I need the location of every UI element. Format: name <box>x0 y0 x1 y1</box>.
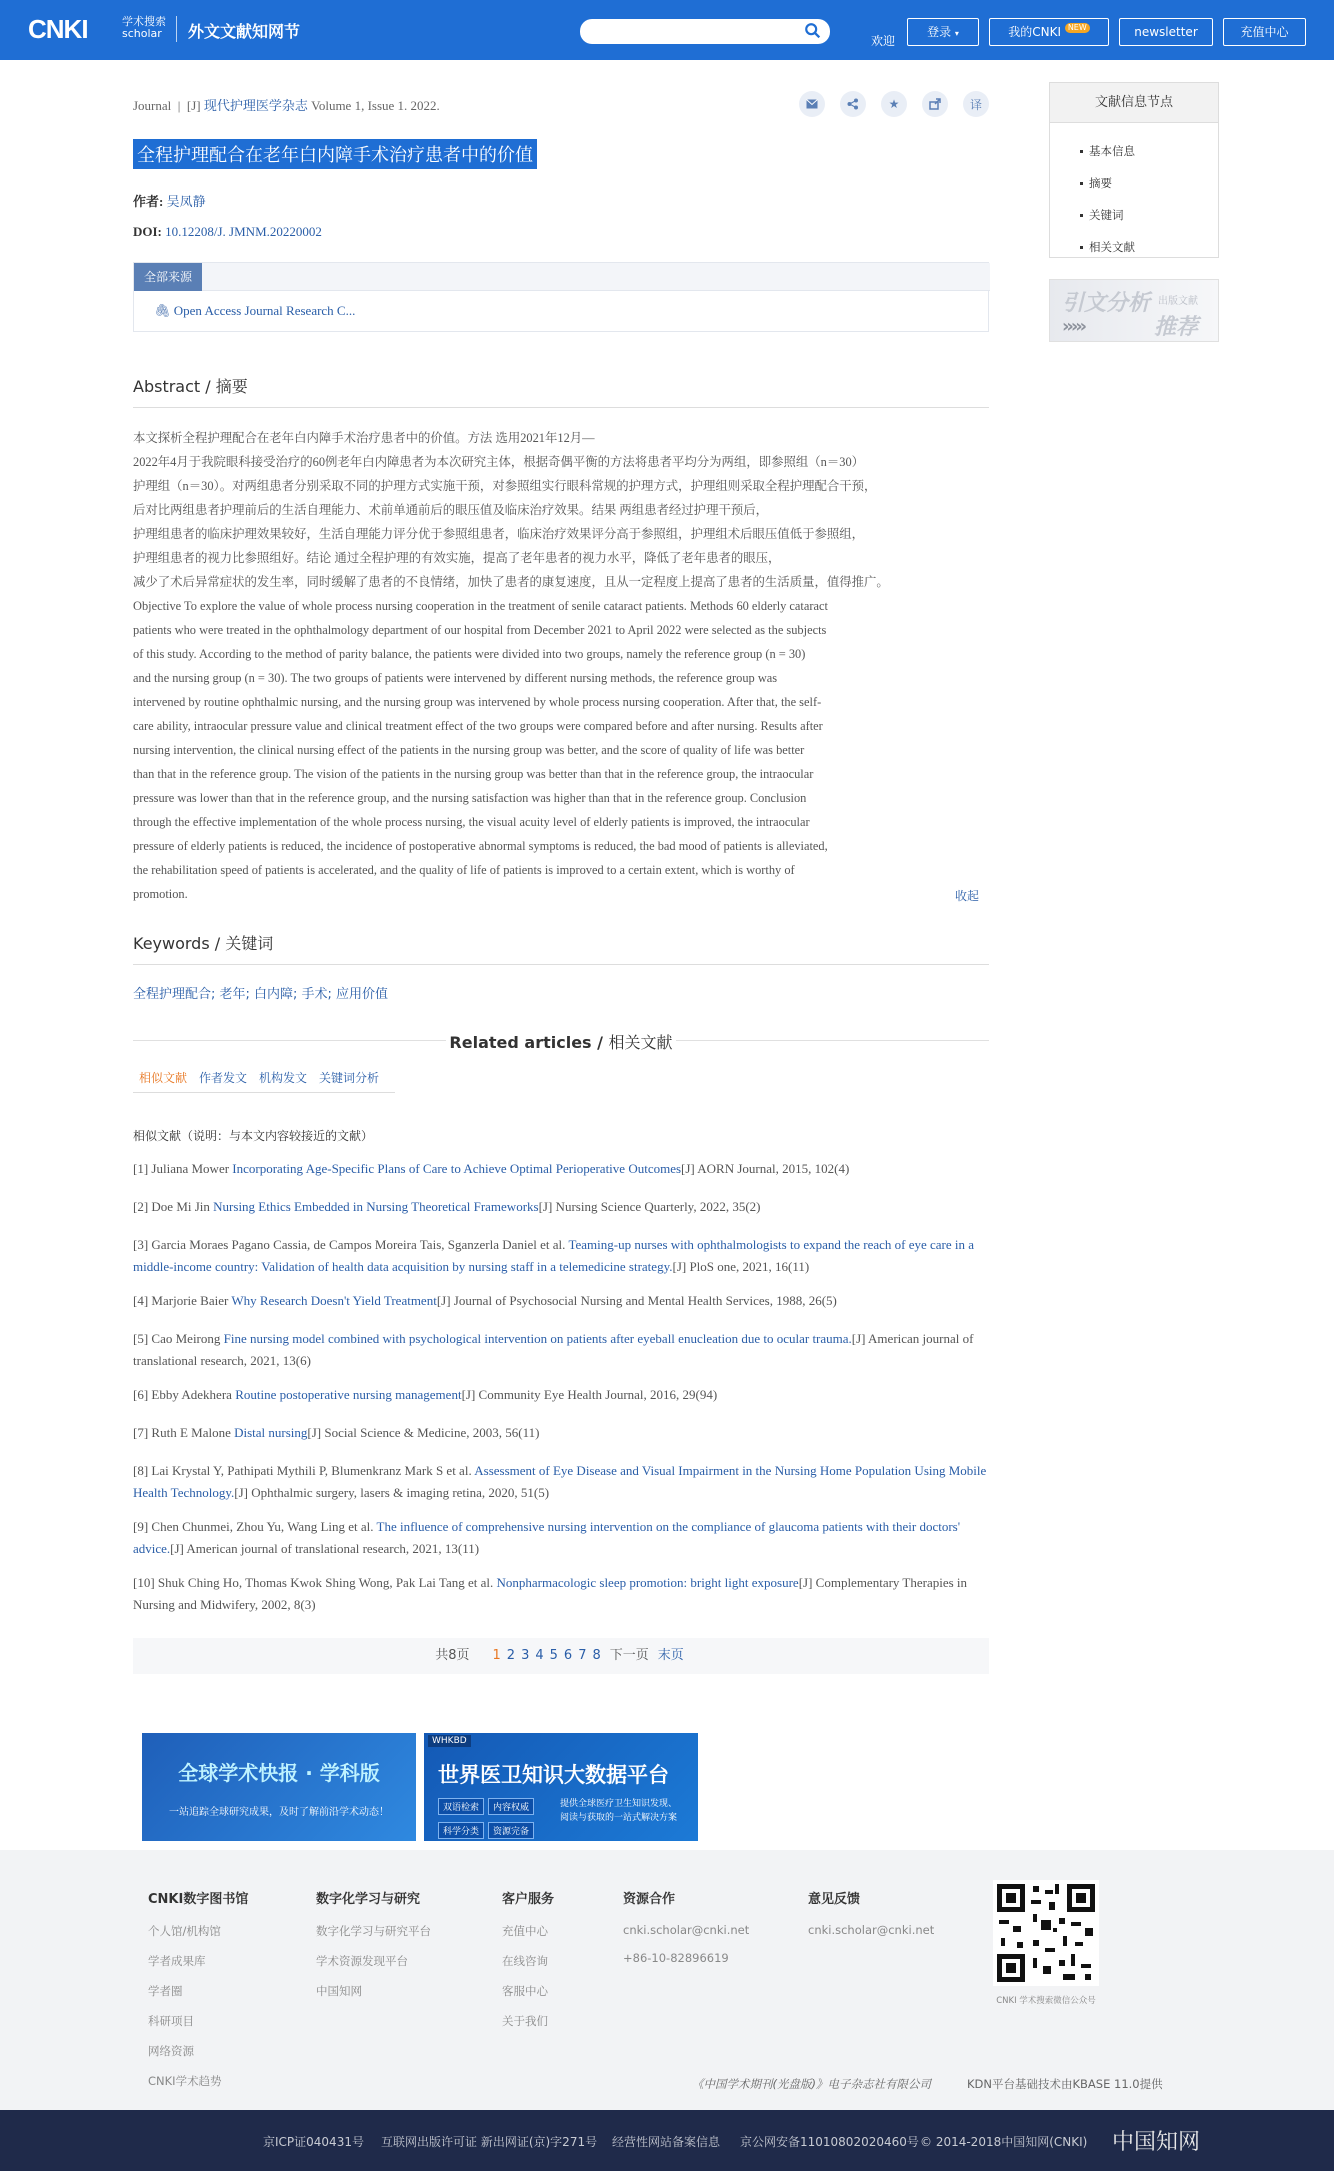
banner1-sub: 一站追踪全球研究成果，及时了解前沿学术动态！ <box>169 1807 389 1818</box>
abstract-line: nursing intervention, the clinical nursing effect of the patients in the nursing group was better, and the score of quality of life was better <box>133 743 805 757</box>
reference-item <box>133 1328 989 1372</box>
footer-heading: 意见反馈 <box>808 1892 861 1907</box>
doi-label: DOI: <box>133 224 162 239</box>
banner2-desc-1: 提供全球医疗卫生知识发现、 <box>560 1799 678 1809</box>
reference-authors: Ruth E Malone <box>151 1425 231 1440</box>
logo-sub-zh: 学术搜索 <box>122 15 166 28</box>
reference-title-link[interactable]: The influence of comprehensive nursing intervention on the compliance of glaucoma patients with their doctors' advice. <box>133 1519 961 1556</box>
search-input[interactable] <box>580 19 830 44</box>
qr-code <box>993 1880 1099 1986</box>
login-label: 登录 <box>927 25 952 39</box>
footer-col-service <box>502 1888 554 2043</box>
bottom-bar <box>0 2110 1334 2171</box>
reference-number: [4] <box>133 1293 149 1308</box>
related-tabs <box>133 1069 395 1093</box>
keyword-list[interactable]: 全程护理配合; 老年; 白内障; 手术; 应用价值 <box>133 987 389 1002</box>
reference-title-link[interactable]: Incorporating Age-Specific Plans of Care to Achieve Optimal Perioperative Outcomes <box>232 1161 682 1176</box>
reference-number: [2] <box>133 1199 149 1214</box>
qr-code-icon <box>993 1880 1099 1986</box>
banner2-tag: WHKBD <box>428 1735 471 1747</box>
meta-type: Journal <box>133 98 172 113</box>
reference-title-link[interactable]: Nonpharmacologic sleep promotion: bright light exposure <box>496 1575 799 1590</box>
source-link[interactable] <box>154 303 355 319</box>
copyright-text: © 2014-2018中国知网(CNKI) <box>920 2135 1088 2149</box>
newsletter-button[interactable]: newsletter <box>1119 18 1213 46</box>
footer-link[interactable]: CNKI学术趋势 <box>148 2074 222 2088</box>
journal-link[interactable]: 现代护理医学杂志 <box>203 98 308 113</box>
footer-link[interactable]: +86-10-82896619 <box>623 1951 729 1965</box>
share-icon[interactable] <box>840 91 866 117</box>
star-icon[interactable]: ★ <box>881 91 907 117</box>
reference-authors: Shuk Ching Ho, Thomas Kwok Shing Wong, Pak Lai Tang et al. <box>157 1575 494 1590</box>
site-title: 外文文献知网节 <box>188 22 301 41</box>
chevrons-icon: ››››› <box>1062 316 1085 337</box>
keywords-heading: Keywords / 关键词 <box>133 934 274 953</box>
reference-item <box>133 1290 989 1312</box>
reference-authors: Garcia Moraes Pagano Cassia, de Campos Moreira Tais, Sganzerla Daniel et al. <box>151 1237 566 1252</box>
tab-all-sources[interactable]: 全部来源 <box>134 263 202 291</box>
police-text[interactable]: 京公网安备11010802020460号 <box>740 2135 919 2149</box>
sidebar-item-1[interactable]: 摘要 <box>1080 175 1218 191</box>
reference-source: [J] American journal of translational research, 2021, 13(11) <box>170 1541 480 1556</box>
keywords-title-en: Keywords <box>133 934 210 953</box>
pager <box>133 1638 989 1674</box>
logo-divider <box>176 16 177 42</box>
abstract-text <box>133 426 989 906</box>
article-tools <box>799 91 989 117</box>
volume-info: Volume 1, Issue 1. 2022. <box>311 98 440 113</box>
banner2-title: 世界医卫知识大数据平台 <box>438 1763 669 1787</box>
banner2-desc-2: 阅读与获取的一站式解决方案 <box>560 1813 678 1823</box>
abstract-line: the rehabilitation speed of patients is accelerated, and the quality of life of patients is improved to a certain extent, which is worthy of <box>133 863 795 877</box>
reference-item <box>133 1158 989 1180</box>
abstract-line: 护理组患者的临床护理效果较好，生活自理能力评分优于参照组患者，临床治疗效果评分高于参照组，护理组术后眼压值低于参照组， <box>133 527 865 541</box>
reference-title-link[interactable]: Fine nursing model combined with psychological intervention on patients after eyeball enucleation due to ocular trauma. <box>223 1331 852 1346</box>
reference-title-link[interactable]: Routine postoperative nursing management <box>235 1387 462 1402</box>
reference-authors: Doe Mi Jin <box>151 1199 210 1214</box>
abstract-heading: Abstract / 摘要 <box>133 377 248 396</box>
reference-title-link[interactable]: Nursing Ethics Embedded in Nursing Theoretical Frameworks <box>213 1199 539 1214</box>
cnki-brand-logo[interactable]: 中国知网 <box>1112 2130 1201 2155</box>
reference-number: [5] <box>133 1331 149 1346</box>
footer-heading: CNKI数字图书馆 <box>148 1892 249 1907</box>
page-title: 全程护理配合在老年白内障手术治疗患者中的价值 <box>133 139 537 169</box>
page-link-8[interactable]: 8 <box>592 1648 601 1663</box>
reference-source: [J] Social Science & Medicine, 2003, 56(11) <box>307 1425 540 1440</box>
reference-item <box>133 1234 989 1278</box>
footer-link[interactable]: 充值中心 <box>502 1924 548 1938</box>
footer <box>0 1850 1334 2110</box>
reference-authors: Juliana Mower <box>151 1161 230 1176</box>
reference-source: [J] Ophthalmic surgery, lasers & imaging retina, 2020, 51(5) <box>234 1485 550 1500</box>
sidebar-item-0[interactable]: 基本信息 <box>1080 143 1218 159</box>
page-link-3[interactable]: 3 <box>521 1648 530 1663</box>
banner2-desc <box>560 1797 677 1825</box>
page-link-6[interactable]: 6 <box>563 1648 573 1663</box>
abstract-line: promotion. <box>133 887 188 901</box>
abstract-line: and the nursing group (n = 30). The two groups of patients were intervened by different nursing methods, the reference group was <box>133 671 778 685</box>
footer-heading: 资源合作 <box>623 1892 676 1907</box>
reference-title-link[interactable]: Assessment of Eye Disease and Visual Impairment in the Nursing Home Population Using Mobile Health Technology. <box>133 1463 987 1500</box>
tab-related-1[interactable]: 作者发文 <box>199 1071 248 1085</box>
related-note: 相似文献（说明：与本文内容较接近的文献） <box>133 1129 374 1143</box>
footer-heading: 数字化学习与研究 <box>316 1892 421 1907</box>
abstract-line: pressure of elderly patients is reduced, the incidence of postoperative abnormal symptoms is reduced, the bad mood of patients is alleviated, <box>133 839 828 853</box>
sidebar-title: 文献信息节点 <box>1050 83 1218 123</box>
abstract-line: through the effective implementation of the whole process nursing, the visual acuity level of elderly patients is improved, the intraocular <box>133 815 810 829</box>
abstract-line: care ability, intraocular pressure value and clinical treatment effect of the two groups were compared before and after nursing. Results after <box>133 719 823 733</box>
reference-item <box>133 1572 989 1616</box>
top-header <box>0 0 1334 60</box>
footer-col-library <box>148 1888 248 2103</box>
sidebar-list <box>1050 123 1218 255</box>
my-cnki-button[interactable] <box>989 18 1109 46</box>
recharge-button[interactable]: 充值中心 <box>1223 18 1306 46</box>
author-link[interactable]: 吴凤静 <box>166 194 206 209</box>
divider <box>133 407 989 408</box>
reference-source: [J] Complementary Therapies in Nursing and Midwifery, 2002, 8(3) <box>133 1575 968 1612</box>
meta-tag: [J] <box>186 98 201 113</box>
article-main <box>133 95 989 332</box>
scholar-express-banner[interactable] <box>142 1733 416 1841</box>
abstract-line: intervened by routine ophthalmic nursing, and the nursing group was intervened by whole process nursing cooperation. After that, the self- <box>133 695 822 709</box>
sources-header <box>134 263 990 291</box>
banner2-chip: 内容权威 <box>488 1798 534 1815</box>
reference-number: [3] <box>133 1237 149 1252</box>
citation-analysis-banner[interactable] <box>1049 279 1219 342</box>
record-text[interactable]: 经营性网站备案信息 <box>612 2135 721 2149</box>
reference-title-link[interactable]: Distal nursing <box>234 1425 308 1440</box>
pager-last[interactable]: 末页 <box>657 1648 684 1663</box>
author-row <box>133 191 989 210</box>
sidebar-item-3[interactable]: 相关文献 <box>1080 239 1218 255</box>
logo-sub-en: scholar <box>122 27 162 40</box>
logo-subtitle <box>122 16 166 40</box>
pager-next[interactable]: 下一页 <box>609 1648 649 1663</box>
abstract-line: of this study. According to the method of parity balance, the patients were divided into two groups, namely the reference group (n = 30) <box>133 647 806 661</box>
page-link-4[interactable]: 4 <box>535 1648 544 1663</box>
reference-source: [J] Journal of Psychosocial Nursing and Mental Health Services, 1988, 26(5) <box>436 1293 837 1308</box>
banner2-chip: 双语检索 <box>438 1798 484 1815</box>
abstract-line: 后对比两组患者护理前后的生活自理能力、术前单通前后的眼压值及临床治疗效果。结果 两组患者经过护理干预后， <box>133 503 769 517</box>
reference-number: [7] <box>133 1425 149 1440</box>
reference-source: [J] Nursing Science Quarterly, 2022, 35(2) <box>538 1199 761 1214</box>
reference-number: [6] <box>133 1387 149 1402</box>
sidebar-item-2[interactable]: 关键词 <box>1080 207 1218 223</box>
reference-item <box>133 1384 989 1406</box>
reference-source: [J] AORN Journal, 2015, 102(4) <box>681 1161 850 1176</box>
search-icon[interactable] <box>804 22 822 40</box>
related-title-zh: 相关文献 <box>608 1033 673 1052</box>
footer-link[interactable]: 在线咨询 <box>502 1954 548 1968</box>
reference-source: [J] PloS one, 2021, 16(11) <box>672 1259 810 1274</box>
abstract-line: 本文探析全程护理配合在老年白内障手术治疗患者中的价值。方法 选用2021年12月— <box>133 431 595 445</box>
footer-link[interactable]: 网络资源 <box>148 2044 194 2058</box>
reference-number: [1] <box>133 1161 149 1176</box>
doi-row <box>133 224 989 240</box>
reference-title-link[interactable]: Teaming-up nurses with ophthalmologists to expand the reach of eye care in a middle-income country: Validation of health data acquisition by nursing staff in a telemedicine strategy. <box>133 1237 975 1274</box>
footer-link[interactable]: 中国知网 <box>316 1984 362 1998</box>
qr-caption: CNKI 学术搜索微信公众号 <box>996 1996 1096 2006</box>
reference-number: [8] <box>133 1463 149 1478</box>
keywords-title-zh: 关键词 <box>225 934 274 953</box>
mail-icon[interactable] <box>799 91 825 117</box>
reference-authors: Chen Chunmei, Zhou Yu, Wang Ling et al. <box>151 1519 374 1534</box>
reference-authors: Ebby Adekhera <box>151 1387 232 1402</box>
abstract-line: patients who were treated in the ophthalmology department of our hospital from December 2021 to April 2022 were selected as the subjects <box>133 623 827 637</box>
abstract-line: 护理组（n＝30）。对两组患者分别采取不同的护理方式实施干预，对参照组实行眼科常规的护理方式，护理组则采取全程护理配合干预， <box>133 479 877 493</box>
welcome-text: 欢迎 <box>871 34 896 48</box>
banner-sub: 推荐 <box>1154 315 1199 340</box>
footer-heading: 客户服务 <box>502 1892 555 1907</box>
license-text[interactable]: 互联网出版许可证 新出网证(京)字271号 <box>381 2135 598 2149</box>
abstract-title-en: Abstract <box>133 377 201 396</box>
source-label: Open Access Journal Research C... <box>173 303 356 318</box>
reference-authors: Cao Meirong <box>151 1331 221 1346</box>
banner2-chip: 资源完备 <box>488 1822 534 1839</box>
footer-link[interactable]: 科研项目 <box>148 2014 194 2028</box>
pagination <box>133 1638 989 1674</box>
banner1-title: 全球学术快报 · 学科版 <box>178 1761 380 1785</box>
page-link-7[interactable]: 7 <box>578 1648 587 1663</box>
whkbd-banner[interactable] <box>424 1733 698 1841</box>
translate-icon[interactable]: 译 <box>963 91 989 117</box>
abstract-title-zh: 摘要 <box>215 377 248 396</box>
footer-link[interactable]: 学者圈 <box>148 1984 183 1998</box>
footer-link[interactable]: 个人馆/机构馆 <box>148 1924 221 1938</box>
tech-text: KDN平台基础技术由KBASE 11.0提供 <box>967 2077 1163 2091</box>
reference-authors: Marjorie Baier <box>151 1293 229 1308</box>
footer-col-feedback <box>808 1888 934 1951</box>
reference-title-link[interactable]: Why Research Doesn't Yield Treatment <box>231 1293 437 1308</box>
pager-total: 共8页 <box>435 1648 470 1663</box>
related-title-en: Related articles <box>449 1033 592 1052</box>
paperclip-icon: 🖇 <box>154 303 171 318</box>
reference-item <box>133 1422 989 1444</box>
cnki-logo[interactable]: CNKI <box>28 14 88 44</box>
reference-authors: Lai Krystal Y, Pathipati Mythili P, Blumenkranz Mark S et al. <box>151 1463 472 1478</box>
reference-item <box>133 1460 989 1504</box>
related-heading: Related articles / 相关文献 <box>446 1030 676 1053</box>
new-badge: NEW <box>1065 23 1090 33</box>
tab-related-3[interactable]: 关键词分析 <box>319 1071 380 1085</box>
sidebar-nodes <box>1049 82 1219 258</box>
banner-main: 引文分析 <box>1062 291 1151 316</box>
footer-col-cooperation <box>623 1888 749 1979</box>
keywords-section <box>133 931 989 1002</box>
page-link-1[interactable]: 1 <box>492 1648 501 1663</box>
banner-small: 出版文献 <box>1158 296 1198 307</box>
page-link-2[interactable]: 2 <box>506 1648 516 1663</box>
reference-item <box>133 1516 989 1560</box>
divider <box>133 964 989 965</box>
tab-related-0[interactable]: 相似文献 <box>139 1071 188 1085</box>
abstract-line: than that in the reference group. The vision of the patients in the nursing group was better than that in the reference group, the intraocular <box>133 767 814 781</box>
publisher-text: 《中国学术期刊(光盘版)》电子杂志社有限公司 <box>692 2077 931 2091</box>
reference-source: [J] Community Eye Health Journal, 2016, 29(94) <box>461 1387 718 1402</box>
article-meta: Journal | [J] 现代护理医学杂志 Volume 1, Issue 1. 2022. ★ 译 <box>133 95 989 115</box>
footer-link[interactable]: 客服中心 <box>502 1984 548 1998</box>
reference-source: [J] American journal of translational research, 2021, 13(6) <box>133 1331 974 1368</box>
sources-panel <box>133 262 989 332</box>
chevron-down-icon: ▾ <box>954 29 959 38</box>
collapse-link[interactable]: 收起 <box>955 889 980 903</box>
abstract-line: 2022年4月于我院眼科接受治疗的60例老年白内障患者为本次研究主体，根据奇偶平衡的方法将患者平均分为两组，即参照组（n＝30） <box>133 455 865 469</box>
author-label: 作者: <box>133 194 164 209</box>
doi-link[interactable]: 10.12208/J. JMNM.20220002 <box>165 224 322 239</box>
footer-link[interactable]: cnki.scholar@cnki.net <box>623 1923 750 1937</box>
footer-link[interactable]: 学术资源发现平台 <box>316 1954 408 1968</box>
footer-link[interactable]: 关于我们 <box>502 2014 548 2028</box>
footer-link[interactable]: 数字化学习与研究平台 <box>316 1924 431 1938</box>
footer-link[interactable]: 学者成果库 <box>148 1954 206 1968</box>
reference-list <box>133 1158 989 1616</box>
reference-number: [10] <box>133 1575 155 1590</box>
tab-related-2[interactable]: 机构发文 <box>259 1071 308 1085</box>
footer-link[interactable]: cnki.scholar@cnki.net <box>808 1923 935 1937</box>
banner2-chips <box>438 1795 558 1843</box>
footer-col-learning <box>316 1888 431 2013</box>
banner2-chip: 科学分类 <box>438 1822 484 1839</box>
reference-item <box>133 1196 989 1218</box>
login-button[interactable] <box>907 18 979 46</box>
reference-number: [9] <box>133 1519 149 1534</box>
export-icon[interactable] <box>922 91 948 117</box>
abstract-line: Objective To explore the value of whole process nursing cooperation in the treatment of senile cataract patients. Methods 60 elderly cataract <box>133 599 828 613</box>
related-section <box>133 1030 989 1616</box>
abstract-line: pressure was lower than that in the reference group, and the nursing satisfaction was higher than that in the reference group. Conclusion <box>133 791 807 805</box>
abstract-line: 护理组患者的视力比参照组好。结论 通过全程护理的有效实施，提高了老年患者的视力水平，降低了老年患者的眼压， <box>133 551 781 565</box>
abstract-line: 减少了术后异常症状的发生率，同时缓解了患者的不良情绪，加快了患者的康复速度，且从一定程度上提高了患者的生活质量，值得推广。 <box>133 575 889 589</box>
page-link-5[interactable]: 5 <box>549 1648 558 1663</box>
my-cnki-label: 我的CNKI <box>1008 25 1061 39</box>
abstract-section <box>133 374 989 408</box>
icp-text[interactable]: 京ICP证040431号 <box>263 2135 364 2149</box>
